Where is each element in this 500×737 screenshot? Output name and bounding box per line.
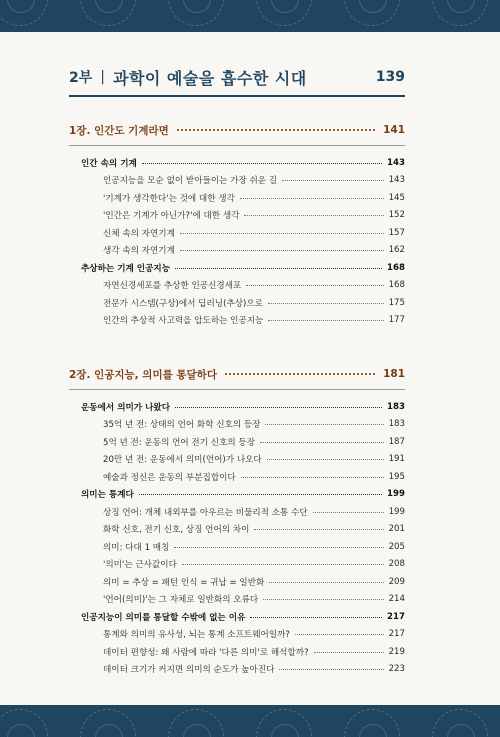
sun-ornament-icon	[80, 709, 136, 737]
entry-title: 자연신경세포를 추상한 인공신경세포	[103, 281, 242, 292]
chapter-page: 141	[383, 124, 405, 136]
toc-subsection-entry[interactable]	[69, 294, 405, 312]
entry-page: 208	[388, 559, 405, 570]
toc-section-entry[interactable]	[69, 486, 405, 504]
toc-subsection-entry[interactable]	[69, 207, 405, 225]
leader-dots	[260, 439, 384, 443]
part-header	[69, 62, 405, 92]
leader-dots	[175, 265, 382, 269]
entry-page: 217	[387, 611, 405, 622]
part-separator: |	[100, 69, 105, 85]
leader-dots	[142, 160, 382, 164]
entry-title: 인공지능을 모순 없이 받아들이는 가장 쉬운 길	[103, 176, 278, 187]
sun-ornament-icon	[432, 709, 488, 737]
leader-dots	[267, 456, 384, 460]
leader-dots	[182, 561, 384, 565]
toc-subsection-entry[interactable]	[69, 626, 405, 644]
entry-title: '언어(의미)'는 그 자체로 일반화의 오류다	[103, 595, 259, 606]
entry-title: 35억 년 전: 상태의 언어 화학 신호의 등장	[103, 420, 261, 431]
leader-dots	[313, 509, 384, 513]
entry-page: 195	[388, 471, 405, 482]
leader-dots	[254, 526, 383, 530]
entry-page: 152	[388, 210, 405, 221]
entry-page: 168	[387, 262, 405, 273]
entry-title: 의미는 통계다	[81, 490, 134, 501]
entry-title: 추상하는 기계 인공지능	[81, 263, 170, 274]
leader-dots	[174, 544, 383, 548]
entry-title: 예술과 정신은 운동의 부분집합이다	[103, 472, 236, 483]
chapter-title: 2장. 인공지능, 의미를 통달하다	[69, 368, 217, 381]
toc-subsection-entry[interactable]	[69, 573, 405, 591]
entry-page: 205	[388, 541, 405, 552]
entry-title: 화학 신호, 전기 신호, 상징 언어의 차이	[103, 525, 250, 536]
leader-dots	[225, 369, 375, 375]
part-page-number: 139	[375, 69, 405, 85]
chapter-heading[interactable]	[69, 364, 405, 384]
leader-dots	[269, 579, 383, 583]
toc-subsection-entry[interactable]	[69, 503, 405, 521]
leader-dots	[263, 596, 383, 600]
entry-page: 191	[388, 454, 405, 465]
sun-ornament-icon	[256, 709, 312, 737]
leader-dots	[244, 212, 383, 216]
toc-section-entry[interactable]	[69, 398, 405, 416]
entry-page: 209	[388, 576, 405, 587]
chapter-rule	[69, 145, 405, 146]
entry-page: 162	[388, 245, 405, 256]
toc-section-entry[interactable]	[69, 259, 405, 277]
entry-title: 의미: 다대 1 매칭	[103, 542, 170, 553]
toc-subsection-entry[interactable]	[69, 521, 405, 539]
toc-subsection-entry[interactable]	[69, 312, 405, 330]
sun-ornament-icon	[0, 709, 48, 737]
leader-dots	[250, 614, 382, 618]
entry-title: 인간 속의 기계	[81, 158, 137, 169]
toc-subsection-entry[interactable]	[69, 172, 405, 190]
part-title: 과학이 예술을 흡수한 시대	[112, 68, 307, 88]
leader-dots	[295, 631, 384, 635]
leader-dots	[246, 282, 383, 286]
sun-ornament-icon	[432, 0, 488, 26]
toc-subsection-entry[interactable]	[69, 591, 405, 609]
sun-ornament-icon	[344, 709, 400, 737]
toc-list	[69, 398, 405, 678]
chapter-rule	[69, 389, 405, 390]
sun-ornament-icon	[80, 0, 136, 26]
toc-subsection-entry[interactable]	[69, 451, 405, 469]
entry-title: 5억 년 전: 운동의 언어 전기 신호의 등장	[103, 437, 256, 448]
toc-subsection-entry[interactable]	[69, 416, 405, 434]
entry-title: 신체 속의 자연기계	[103, 228, 175, 239]
leader-dots	[279, 666, 383, 670]
entry-title: 생각 속의 자연기계	[103, 246, 175, 257]
chapter-title: 1장. 인간도 기계라면	[69, 124, 169, 137]
sun-ornament-icon	[168, 709, 224, 737]
entry-title: 인간의 추상적 사고력을 압도하는 인공지능	[103, 316, 264, 327]
entry-title: '기계가 생각한다'는 것에 대한 생각	[103, 193, 235, 204]
entry-page: 199	[387, 489, 405, 500]
entry-title: 전문가 시스템(구상)에서 딥러닝(추상)으로	[103, 298, 264, 309]
sun-ornament-icon	[256, 0, 312, 26]
leader-dots	[241, 474, 384, 478]
entry-page: 214	[388, 594, 405, 605]
leader-dots	[268, 317, 383, 321]
entry-page: 143	[388, 175, 405, 186]
entry-page: 201	[388, 524, 405, 535]
entry-page: 145	[388, 192, 405, 203]
leader-dots	[139, 491, 382, 495]
entry-page: 183	[387, 401, 405, 412]
leader-dots	[175, 404, 382, 408]
sun-ornament-icon	[168, 0, 224, 26]
chapter-heading[interactable]	[69, 120, 405, 140]
entry-title: 데이터 편향성: 왜 사람에 따라 '다른 의미'로 해석할까?	[103, 647, 309, 658]
top-decorative-band	[0, 0, 500, 32]
leader-dots	[265, 421, 383, 425]
entry-page: 168	[388, 280, 405, 291]
toc-subsection-entry[interactable]	[69, 643, 405, 661]
header-rule	[69, 95, 405, 97]
sun-ornament-icon	[0, 0, 48, 26]
toc-page	[0, 32, 500, 705]
entry-page: 223	[388, 664, 405, 675]
part-number: 2부	[69, 70, 93, 86]
leader-dots	[268, 300, 384, 304]
leader-dots	[180, 230, 384, 234]
sun-ornament-icon	[344, 0, 400, 26]
toc-section-entry[interactable]	[69, 154, 405, 172]
entry-title: '인간은 기계가 아닌가?'에 대한 생각	[103, 211, 240, 222]
chapter-page: 181	[383, 368, 405, 380]
entry-title: 상징 언어: 개체 내외부를 아우르는 비물리적 소통 수단	[103, 507, 308, 518]
toc-subsection-entry[interactable]	[69, 661, 405, 679]
toc-subsection-entry[interactable]	[69, 224, 405, 242]
entry-page: 217	[388, 629, 405, 640]
entry-title: '의미'는 근사값이다	[103, 560, 177, 571]
leader-dots	[177, 125, 375, 131]
leader-dots	[240, 195, 384, 199]
entry-title: 통계와 의미의 유사성, 뇌는 통계 소프트웨어일까?	[103, 630, 290, 641]
toc-subsection-entry[interactable]	[69, 242, 405, 260]
toc-list	[69, 154, 405, 329]
leader-dots	[314, 649, 384, 653]
toc-subsection-entry[interactable]	[69, 468, 405, 486]
entry-page: 175	[388, 297, 405, 308]
entry-page: 157	[388, 227, 405, 238]
bottom-decorative-band	[0, 705, 500, 737]
toc-section-entry[interactable]	[69, 608, 405, 626]
toc-subsection-entry[interactable]	[69, 189, 405, 207]
entry-page: 177	[388, 315, 405, 326]
toc-subsection-entry[interactable]	[69, 433, 405, 451]
toc-subsection-entry[interactable]	[69, 538, 405, 556]
entry-page: 143	[387, 157, 405, 168]
entry-page: 187	[388, 436, 405, 447]
entry-title: 운동에서 의미가 나왔다	[81, 402, 170, 413]
entry-page: 219	[388, 646, 405, 657]
entry-title: 데이터 크기가 커지면 의미의 순도가 높아진다	[103, 665, 275, 676]
toc-subsection-entry[interactable]	[69, 277, 405, 295]
entry-page: 199	[388, 506, 405, 517]
entry-title: 20만 년 전: 운동에서 의미(언어)가 나오다	[103, 455, 262, 466]
toc-subsection-entry[interactable]	[69, 556, 405, 574]
leader-dots	[282, 177, 383, 181]
entry-title: 인공지능이 의미를 통달할 수밖에 없는 이유	[81, 612, 246, 623]
entry-title: 의미 = 추상 = 패턴 인식 = 귀납 = 일반화	[103, 577, 265, 588]
entry-page: 183	[388, 419, 405, 430]
leader-dots	[180, 247, 384, 251]
